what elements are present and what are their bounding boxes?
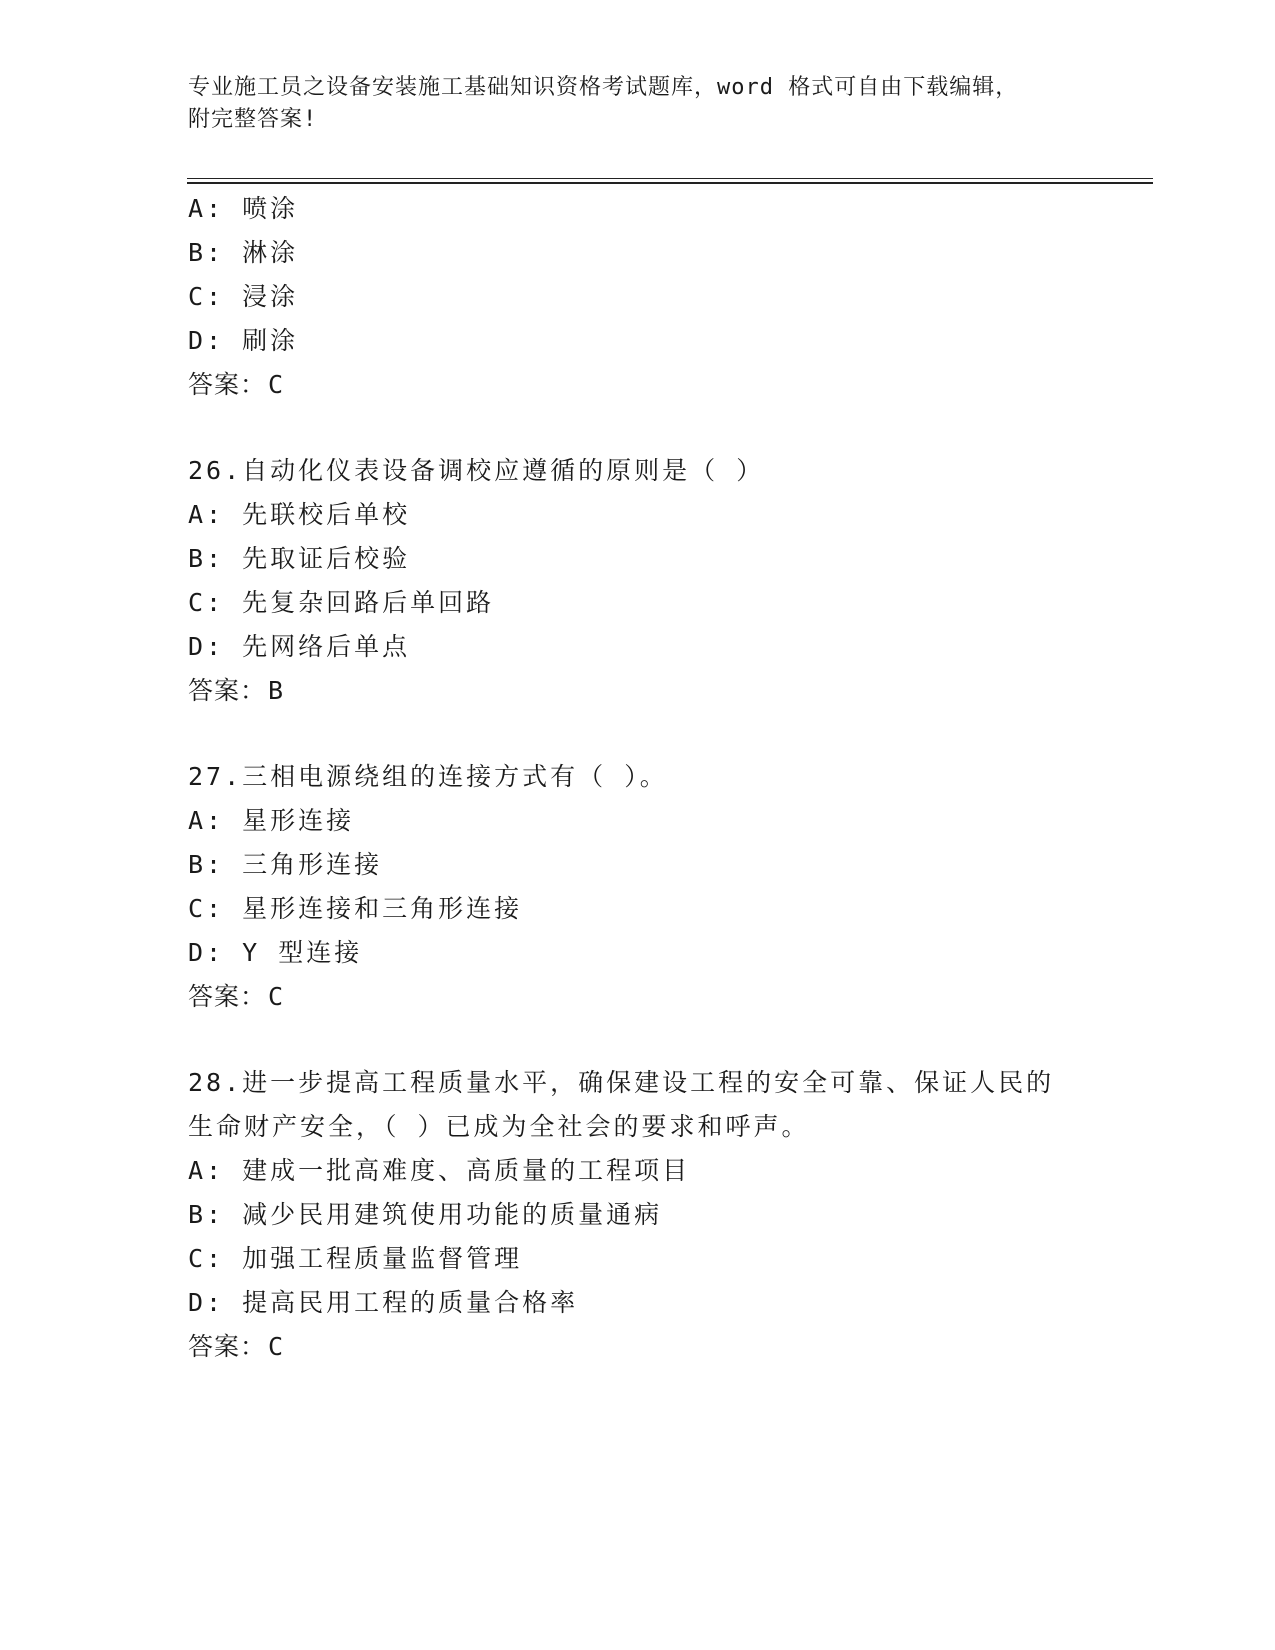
- option-d: D: 刷涂: [188, 326, 299, 355]
- option-d: D: 先网络后单点: [188, 632, 411, 661]
- option-d: D: 提高民用工程的质量合格率: [188, 1288, 579, 1317]
- option-a: A: 先联校后单校: [188, 500, 411, 529]
- answer-value: C: [268, 370, 285, 399]
- header-line-2: 附完整答案!: [188, 107, 318, 132]
- option-c: C: 加强工程质量监督管理: [188, 1244, 523, 1273]
- answer-line: [188, 368, 284, 402]
- option-b: B: 减少民用建筑使用功能的质量通病: [188, 1200, 663, 1229]
- option-b: B: 先取证后校验: [188, 544, 411, 573]
- option-b: B: 淋涂: [188, 238, 299, 267]
- answer-line: [188, 1330, 284, 1364]
- answer-value: B: [268, 676, 285, 705]
- option-d: D: Y 型连接: [188, 938, 363, 967]
- question-text-line-1: 28.进一步提高工程质量水平，确保建设工程的安全可靠、保证人民的: [188, 1068, 1055, 1097]
- question-text-line-2: 生命财产安全，（ ）已成为全社会的要求和呼声。: [188, 1112, 810, 1141]
- answer-line: [188, 674, 284, 708]
- option-c: C: 先复杂回路后单回路: [188, 588, 495, 617]
- header-line-1: 专业施工员之设备安装施工基础知识资格考试题库，word 格式可自由下载编辑，: [188, 75, 1019, 100]
- option-c: C: 浸涂: [188, 282, 299, 311]
- answer-label: 答案：: [188, 1332, 267, 1361]
- answer-value: C: [268, 982, 285, 1011]
- answer-value: C: [268, 1332, 285, 1361]
- header-rule-top: [187, 178, 1153, 179]
- header-rule-bottom: [187, 182, 1153, 184]
- answer-label: 答案：: [188, 370, 267, 399]
- option-a: A: 喷涂: [188, 194, 299, 223]
- answer-label: 答案：: [188, 676, 267, 705]
- answer-label: 答案：: [188, 982, 267, 1011]
- question-text: 27.三相电源绕组的连接方式有（ ）。: [188, 762, 668, 791]
- option-c: C: 星形连接和三角形连接: [188, 894, 523, 923]
- option-b: B: 三角形连接: [188, 850, 383, 879]
- answer-line: [188, 980, 284, 1014]
- question-text: 26.自动化仪表设备调校应遵循的原则是（ ）: [188, 456, 765, 485]
- option-a: A: 建成一批高难度、高质量的工程项目: [188, 1156, 691, 1185]
- document-header: [188, 72, 1088, 136]
- option-a: A: 星形连接: [188, 806, 355, 835]
